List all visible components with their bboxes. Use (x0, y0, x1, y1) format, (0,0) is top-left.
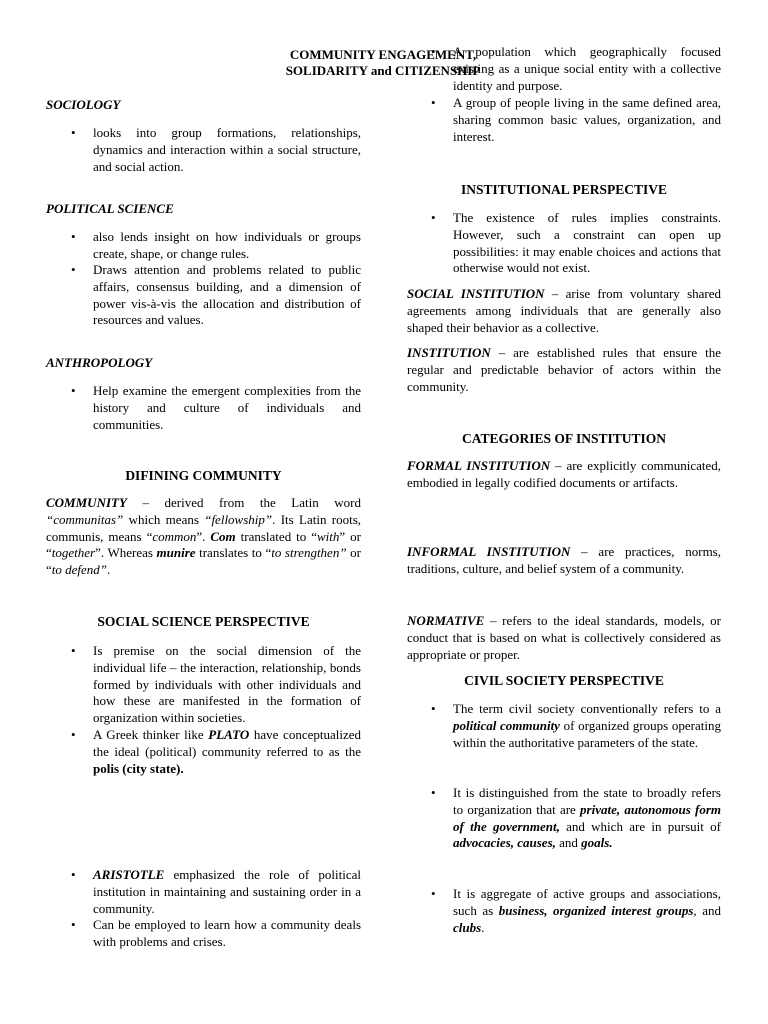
word-fellowship: “fellowship” (204, 511, 273, 527)
community-definition (46, 495, 361, 579)
heading-defining-community: DIFINING COMMUNITY (125, 468, 282, 483)
formal-institution-text: – are explicitly communicated, embodied in legally codified documents or artifacts. (407, 458, 722, 490)
polsci-bullet-1: • also lends insight on how individuals or groups create, shape, or change rules. (93, 229, 361, 263)
term-community: COMMUNITY (46, 495, 127, 510)
civil-1-emph: political community (453, 717, 560, 733)
heading-social-science: SOCIAL SCIENCE PERSPECTIVE (97, 614, 310, 629)
civil-2-text-e: and (555, 835, 582, 851)
term-institution: INSTITUTION (407, 345, 491, 360)
def-text-2: which means (123, 511, 205, 527)
word-com: Com (210, 528, 236, 544)
word-polis: polis (city state). (93, 760, 184, 776)
word-plato: PLATO (208, 727, 250, 742)
social-institution-text: – arise from voluntary shared agreements among individuals that are generally also shaped their behavior as a collective. (407, 286, 722, 335)
title-line-1: COMMUNITY ENGAGEMENT, (289, 47, 477, 62)
word-communitas: “communitas” (46, 511, 124, 527)
inst-bullet-1: • The existence of rules implies constraints. However, such a constraint can open up possibilities: it may enable choices and actions that otherwise would not exist. (453, 210, 721, 277)
socsci-bullet-2 (93, 727, 361, 777)
socsci-bullet-4: • Can be employed to learn how a community deals with problems and crises. (93, 917, 361, 951)
title-line-2: SOLIDARITY and CITIZENSHIP (285, 63, 481, 78)
word-together: together (51, 545, 96, 561)
civil-2-emph-2: advocacies, causes, (453, 835, 556, 851)
term-normative: NORMATIVE (407, 613, 485, 628)
plato-text-a: A Greek thinker like (93, 727, 209, 742)
civil-3-emph-2: clubs (453, 919, 482, 935)
def-text-1: – derived from the Latin word (126, 495, 361, 510)
civil-bullet-1 (453, 701, 721, 751)
civil-1-text-c: of organized groups operating within the authoritative parameters of the state. (453, 717, 722, 750)
heading-institutional: INSTITUTIONAL PERSPECTIVE (461, 182, 667, 197)
heading-civil-society: CIVIL SOCIETY PERSPECTIVE (464, 673, 664, 688)
informal-institution-def (407, 544, 721, 578)
def-text-10: . (107, 562, 111, 578)
community-bullet-2: • A group of people living in the same defined area, sharing common basic values, organization, and interest. (453, 95, 721, 145)
civil-2-emph-1: private, autonomous form of the government, (453, 801, 722, 834)
civil-bullet-2 (453, 785, 721, 852)
civil-2-text-a: It is distinguished from the state to broadly refers to organization that are (453, 785, 721, 817)
normative-def (407, 613, 721, 663)
word-aristotle: ARISTOTLE (93, 867, 165, 882)
civil-2-text-c: and which are in pursuit of (559, 818, 722, 834)
def-text-6: ” or “ (46, 528, 361, 561)
civil-3-text-c: , and (693, 902, 721, 918)
informal-institution-text: – are practices, norms, traditions, culture, and belief system of a community. (407, 544, 721, 576)
institution-text: – are established rules that ensure the regular and predictable behavior of actors within the community. (407, 345, 721, 394)
heading-political-science: POLITICAL SCIENCE (46, 201, 174, 216)
word-munire: munire (156, 545, 196, 561)
civil-2-emph-3: goals. (581, 835, 613, 851)
def-text-3: . Its Latin roots, communis, means “ (46, 511, 362, 544)
word-common: common (152, 528, 197, 544)
polsci-bullet-2: • Draws attention and problems related to public affairs, consensus building, and a dimension of power vis-à-vis the allocation and distribution of resources and values. (93, 262, 361, 329)
social-institution-def (407, 286, 721, 336)
word-defend: to defend” (51, 562, 108, 578)
term-social-institution: SOCIAL INSTITUTION (407, 286, 545, 301)
civil-3-emph-1: business, organized interest groups (498, 902, 694, 918)
plato-text-b: have conceptualized the ideal (political) community referred to as the (93, 727, 362, 759)
term-informal-institution: INFORMAL INSTITUTION (407, 544, 571, 559)
word-with: with (317, 528, 340, 544)
heading-categories: CATEGORIES OF INSTITUTION (461, 431, 667, 446)
civil-1-text-a: The term civil society conventionally refers to a (453, 701, 721, 716)
institution-def (407, 345, 721, 395)
def-text-9: or “ (46, 545, 361, 578)
def-text-8: translates to “ (195, 545, 272, 561)
socsci-bullet-1: • Is premise on the social dimension of the individual life – the interaction, relationship, bonds formed by individuals with other individuals and how these are manifested in the formation of organization within societies. (93, 643, 361, 727)
term-formal-institution: FORMAL INSTITUTION (407, 458, 551, 473)
heading-sociology: SOCIOLOGY (46, 97, 121, 112)
word-strengthen: to strengthen” (271, 545, 347, 561)
def-text-5: translated to “ (235, 528, 318, 544)
def-text-4: ”. (196, 528, 211, 544)
civil-3-text-e: . (481, 919, 485, 935)
civil-3-text-a: It is aggregate of active groups and associations, such as (453, 886, 721, 918)
sociology-bullet-1: • looks into group formations, relationships, dynamics and interaction within a social structure, and social action. (93, 125, 361, 175)
community-bullet-1: • A population which geographically focused existing as a unique social entity with a collective identity and purpose. (453, 44, 721, 94)
anthro-bullet-1: • Help examine the emergent complexities from the history and culture of individuals and communities. (93, 383, 361, 433)
aristotle-text: emphasized the role of political institution in maintaining and sustaining order in a community. (93, 867, 361, 916)
heading-anthropology: ANTHROPOLOGY (46, 355, 153, 370)
normative-text: – refers to the ideal standards, models, or conduct that is based on what is collectively considered as appropriate or proper. (407, 613, 721, 662)
socsci-bullet-3 (93, 867, 361, 917)
civil-bullet-3 (453, 886, 721, 936)
def-text-7: ”. Whereas (95, 545, 157, 561)
formal-institution-def (407, 458, 721, 492)
